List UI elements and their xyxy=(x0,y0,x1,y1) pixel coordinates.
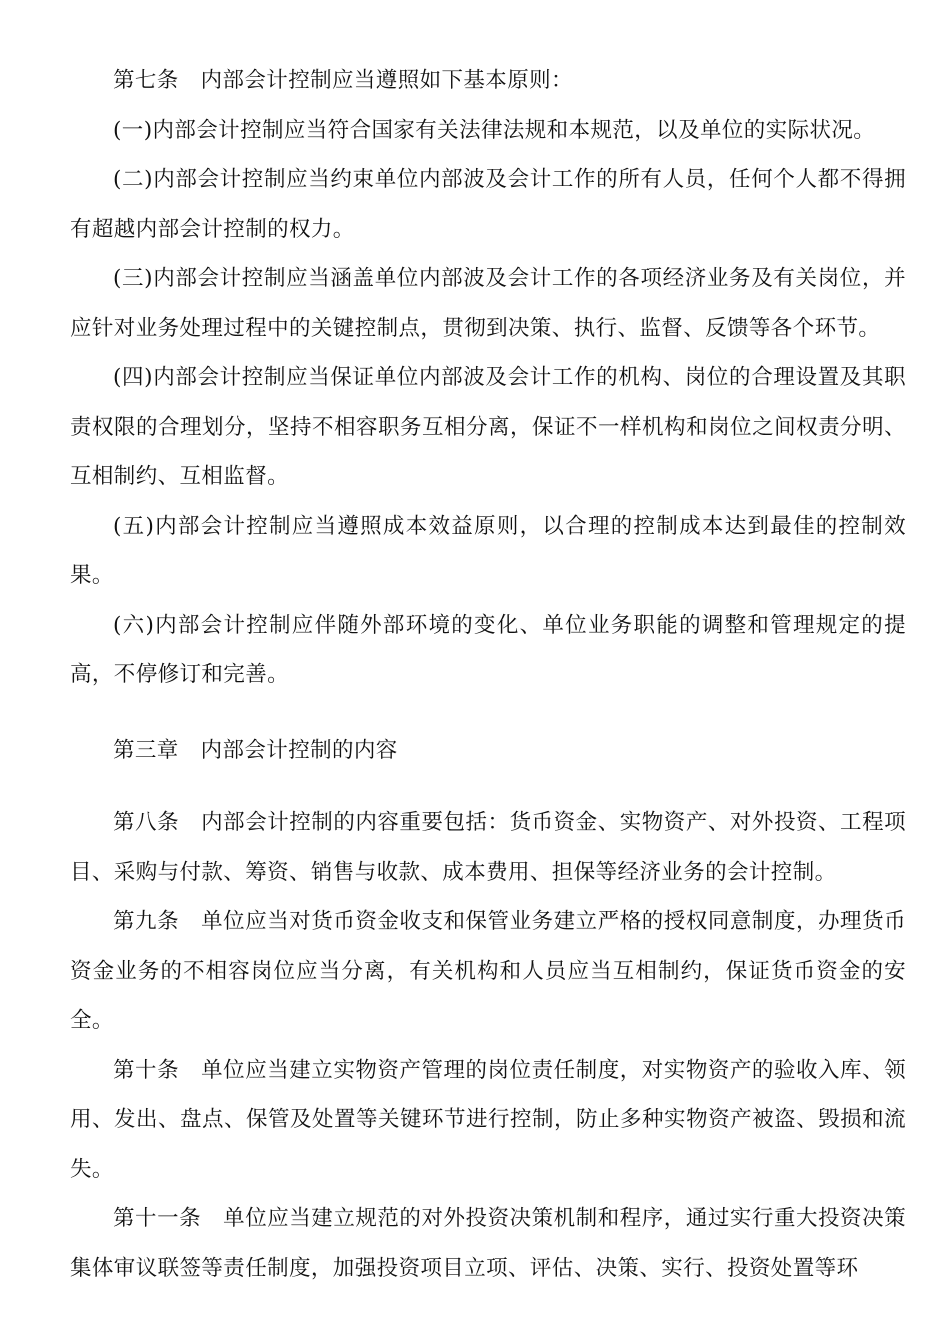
article-9-paragraph: 第九条 单位应当对货币资金收支和保管业务建立严格的授权同意制度，办理货币资金业务的不相容岗位应当分离，有关机构和人员应当互相制约，保证货币资金的安全。 xyxy=(70,909,906,1033)
chapter-3-title: 第三章 内部会计控制的内容 xyxy=(113,737,398,763)
principle-4-paragraph: (四)内部会计控制应当保证单位内部波及会计工作的机构、岗位的合理设置及其职责权限的合理划分，坚持不相容职务互相分离，保证不一样机构和岗位之间权责分明、互相制约、互相监督。 xyxy=(70,365,906,489)
principle-1-paragraph: (一)内部会计控制应当符合国家有关法律法规和本规范，以及单位的实际状况。 xyxy=(113,117,876,143)
principle-5-paragraph: (五)内部会计控制应当遵照成本效益原则，以合理的控制成本达到最佳的控制效果。 xyxy=(70,513,906,588)
principle-2-paragraph: (二)内部会计控制应当约束单位内部波及会计工作的所有人员，任何个人都不得拥有超越内部会计控制的权力。 xyxy=(70,167,906,242)
principle-3-paragraph: (三)内部会计控制应当涵盖单位内部波及会计工作的各项经济业务及有关岗位，并应针对业务处理过程中的关键控制点，贯彻到决策、执行、监督、反馈等各个环节。 xyxy=(70,266,906,341)
article-8-paragraph: 第八条 内部会计控制的内容重要包括：货币资金、实物资产、对外投资、工程项目、采购与付款、筹资、销售与收款、成本费用、担保等经济业务的会计控制。 xyxy=(70,810,906,885)
principle-6-paragraph: (六)内部会计控制应伴随外部环境的变化、单位业务职能的调整和管理规定的提高，不停修订和完善。 xyxy=(70,612,906,687)
article-10-paragraph: 第十条 单位应当建立实物资产管理的岗位责任制度，对实物资产的验收入库、领用、发出、盘点、保管及处置等关键环节进行控制，防止多种实物资产被盗、毁损和流失。 xyxy=(70,1057,906,1182)
article-11-paragraph: 第十一条 单位应当建立规范的对外投资决策机制和程序，通过实行重大投资决策集体审议联签等责任制度，加强投资项目立项、评估、决策、实行、投资处置等环 xyxy=(70,1206,906,1281)
article-7-heading: 第七条 内部会计控制应当遵照如下基本原则： xyxy=(113,68,573,93)
document-page xyxy=(70,56,906,1293)
